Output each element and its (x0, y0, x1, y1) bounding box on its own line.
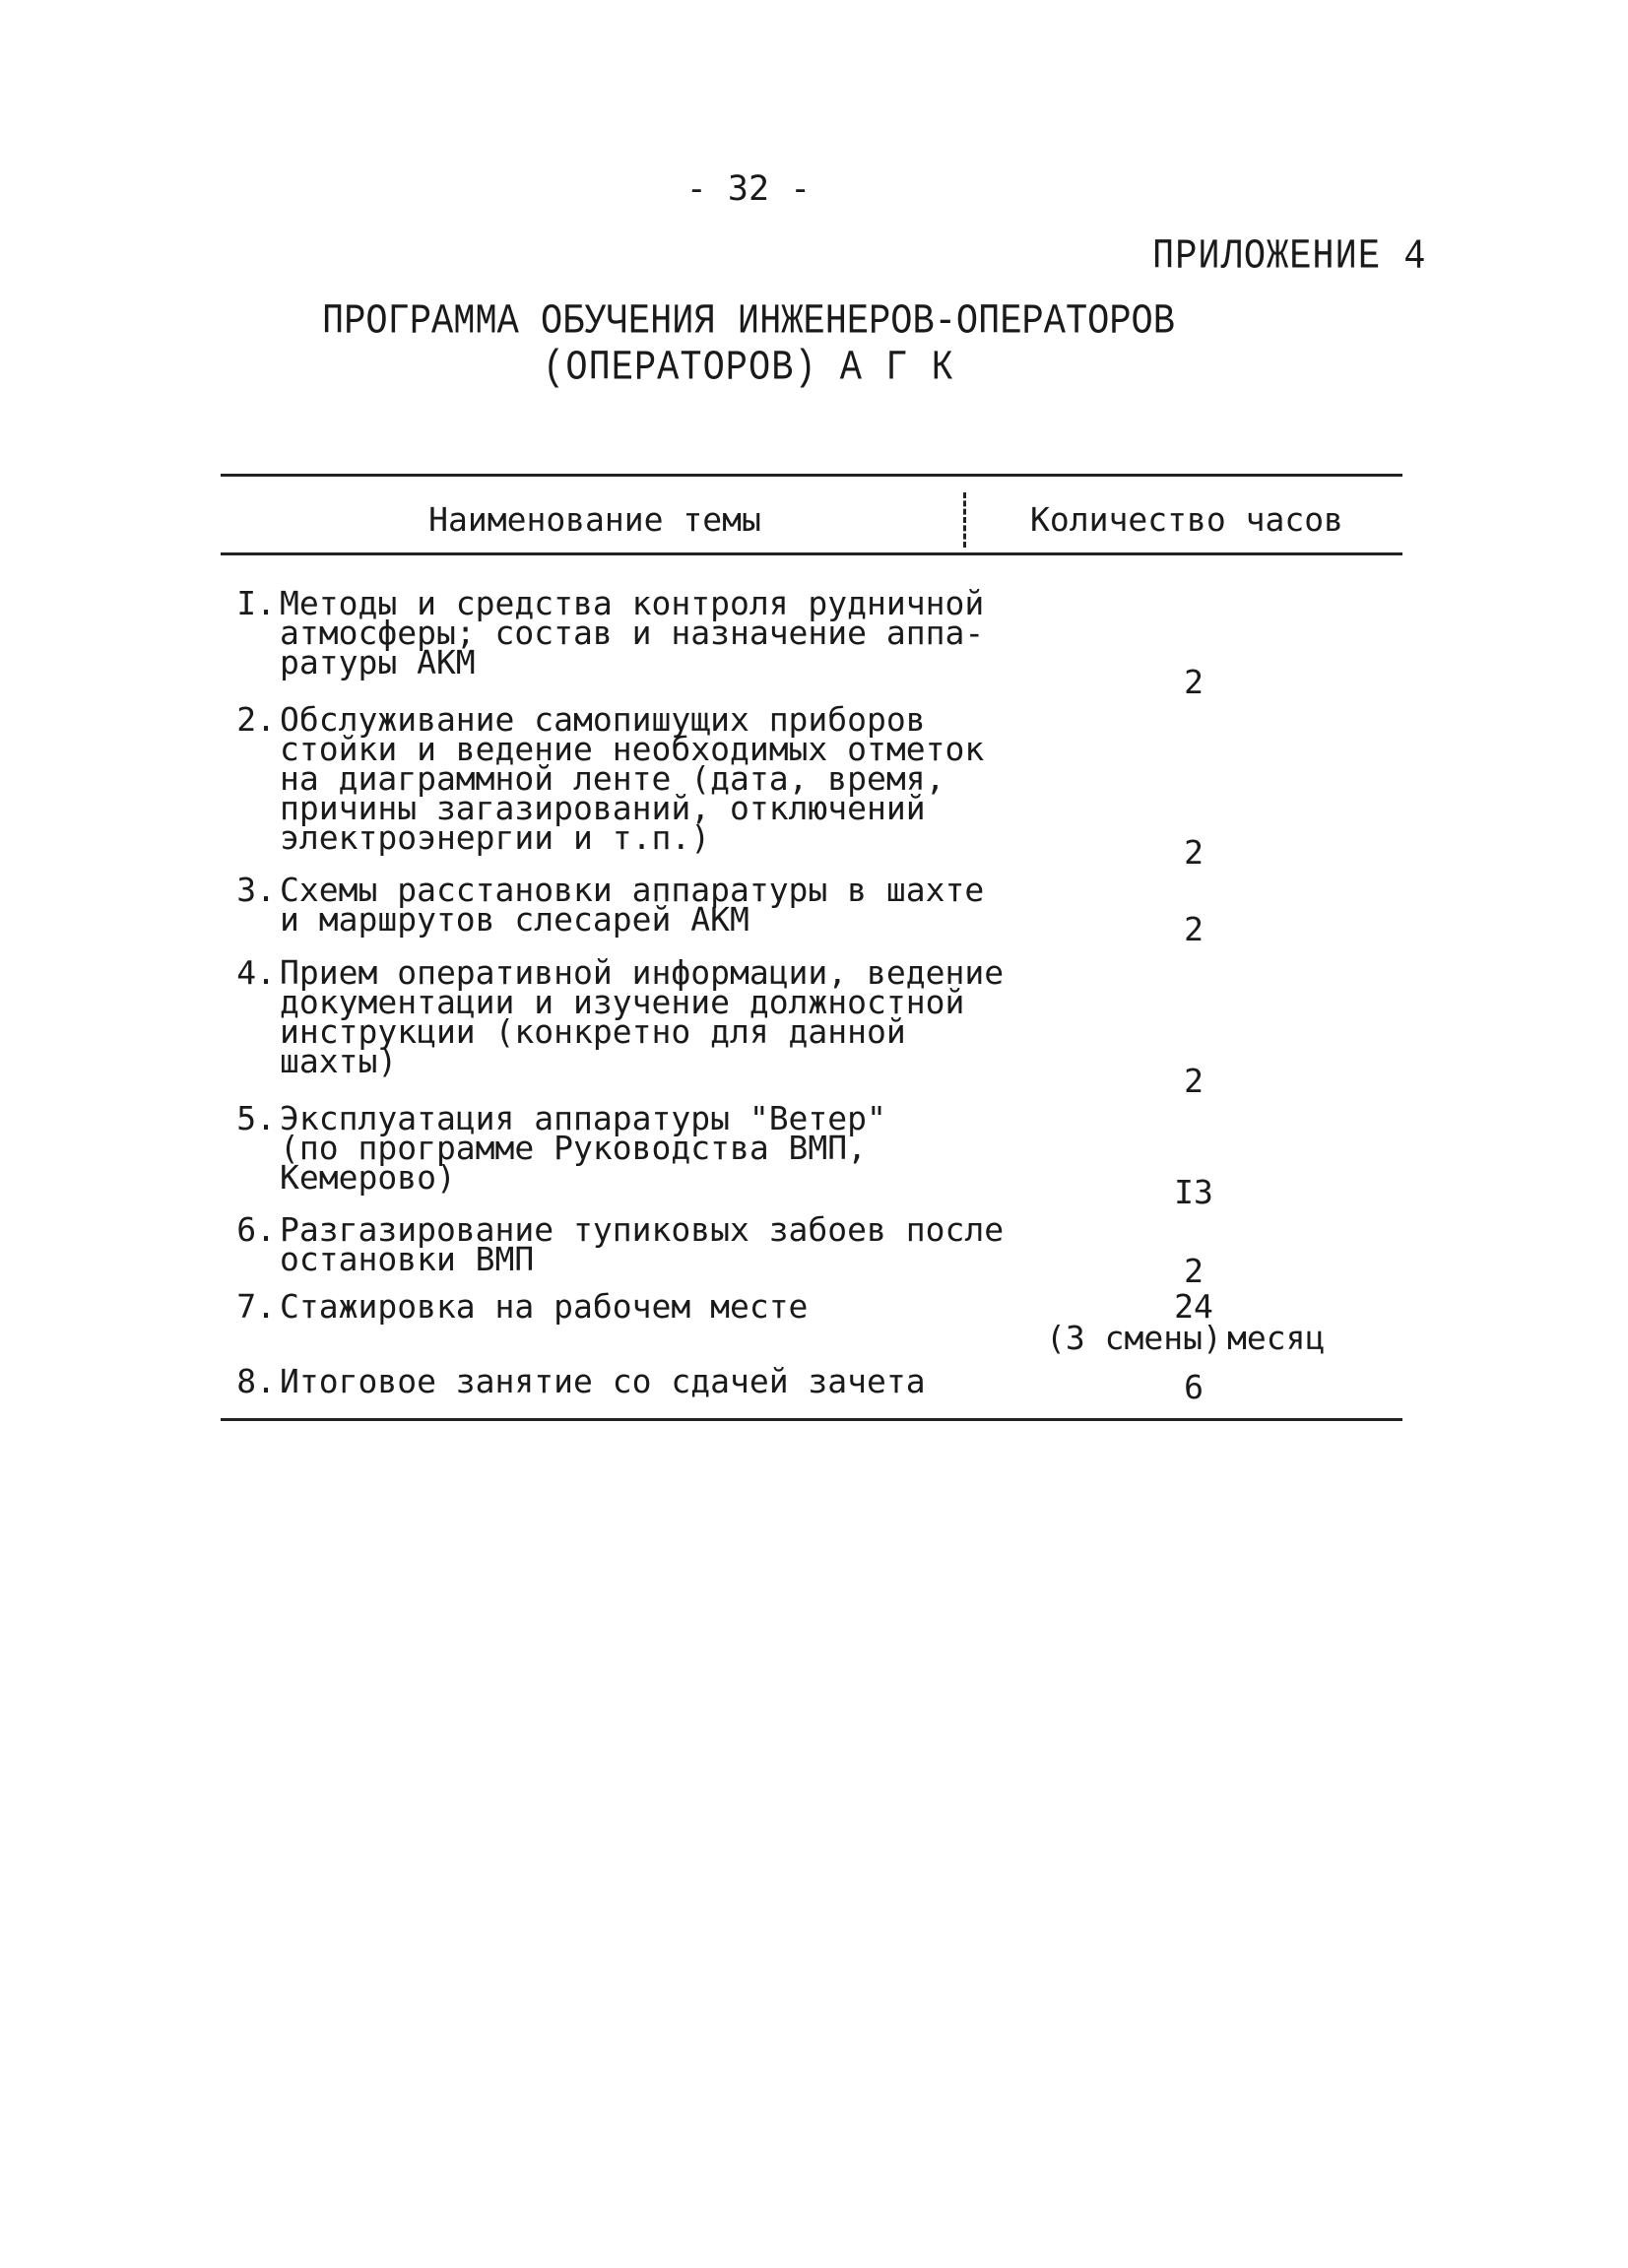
table-header-topic: Наименование темы (428, 500, 761, 539)
row-topic: Стажировка на рабочем месте (280, 1287, 809, 1326)
row-hours-value: 24 (1174, 1287, 1213, 1326)
row-number: 5. (236, 1099, 276, 1137)
table-row (219, 1287, 1410, 1361)
row-topic: Схемы расстановки аппаратуры в шахте и маршрутов слесарей АКМ (280, 871, 985, 939)
table-row (219, 1362, 1410, 1406)
row-topic: Эксплуатация аппаратуры "Ветер" (по программе Руководства ВМП, Кемерово) (280, 1099, 886, 1197)
appendix-label: ПРИЛОЖЕНИЕ 4 (1152, 232, 1427, 282)
table-header-separator (963, 492, 966, 548)
row-hours: 2 (1184, 1062, 1204, 1100)
row-topic: Итоговое занятие со сдачей зачета (280, 1362, 926, 1400)
page-number: - 32 - (685, 169, 812, 209)
row-hours: 2 (1184, 833, 1204, 872)
row-hours: 2 (1184, 663, 1204, 701)
row-hours-note-period: месяц (1227, 1319, 1326, 1357)
row-hours: 6 (1184, 1368, 1204, 1406)
row-topic: Обслуживание самопишущих приборов стойки и ведение необходимых отметок на диаграммной ленте (дата, время, причины загазирований, отключений электроэнергии и т.п.) (280, 700, 985, 857)
row-number: 3. (236, 871, 276, 909)
table-row (219, 700, 1410, 872)
document-title-line-1: ПРОГРАММА ОБУЧЕНИЯ ИНЖЕНЕРОВ-ОПЕРАТОРОВ (322, 297, 1175, 347)
row-topic: Методы и средства контроля рудничной атмосферы; состав и назначение аппа- ратуры АКМ (280, 584, 985, 681)
table-header-hours: Количество часов (1030, 500, 1343, 539)
table-row (219, 1099, 1410, 1211)
table-header-rule (221, 552, 1402, 555)
row-hours (977, 1287, 1410, 1357)
table-row (219, 953, 1410, 1100)
table-bottom-rule (221, 1418, 1402, 1421)
table-row (219, 1210, 1410, 1290)
table-row (219, 584, 1410, 701)
row-topic: Разгазирование тупиковых забоев после остановки ВМП (280, 1210, 1005, 1278)
row-number: I. (236, 584, 276, 622)
row-number: 8. (236, 1362, 276, 1400)
row-hours: 2 (1184, 1252, 1204, 1290)
document-title-line-2: (ОПЕРАТОРОВ) А Г К (543, 344, 954, 393)
row-hours: 2 (1184, 910, 1204, 948)
row-topic: Прием оперативной информации, ведение документации и изучение должностной инструкции (конкретно для данной шахты) (280, 953, 1005, 1080)
row-number: 6. (236, 1210, 276, 1249)
row-hours-note-shift: (3 смены) (1046, 1319, 1222, 1357)
table-row (219, 871, 1410, 948)
table-body (219, 584, 1410, 1406)
row-number: 7. (236, 1287, 276, 1326)
row-number: 2. (236, 700, 276, 739)
table-top-rule (221, 474, 1402, 477)
row-hours: I3 (1174, 1173, 1213, 1211)
row-number: 4. (236, 953, 276, 992)
